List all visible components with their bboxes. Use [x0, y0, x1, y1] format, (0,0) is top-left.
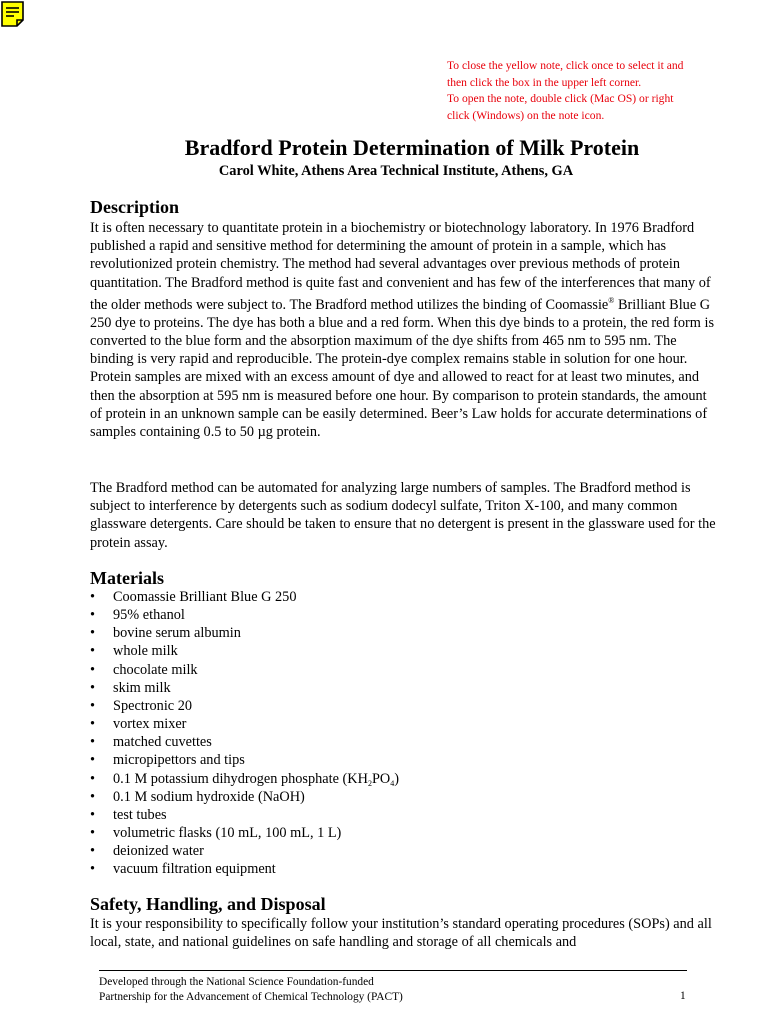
materials-list-item: • Spectronic 20: [90, 697, 399, 715]
materials-list-item: • Coomassie Brilliant Blue G 250: [90, 588, 399, 606]
kh2po4-suffix: ): [394, 770, 399, 787]
sticky-note-icon[interactable]: [1, 1, 25, 27]
materials-list-item: • bovine serum albumin: [90, 624, 399, 642]
note-help-text: [447, 58, 719, 124]
materials-list: [90, 588, 399, 879]
kh2po4-prefix: 0.1 M potassium dihydrogen phosphate (KH: [113, 770, 368, 787]
note-help-line: then click the box in the upper left corner.: [447, 75, 642, 89]
registered-mark: ®: [608, 295, 615, 305]
materials-list-item: • skim milk: [90, 679, 399, 697]
note-help-line: To close the yellow note, click once to select it and: [447, 59, 684, 72]
materials-list-item: • volumetric flasks (10 mL, 100 mL, 1 L): [90, 824, 399, 842]
safety-paragraph: It is your responsibility to specifically follow your institution’s standard operating procedures (SOPs) and all local, state, and national guidelines on safe handling and storage of all chemicals and: [90, 916, 712, 951]
footer-line-2: Partnership for the Advancement of Chemical Technology (PACT): [99, 990, 403, 1003]
footer: [99, 975, 403, 1004]
kh2po4-sub-2: 2: [367, 778, 372, 788]
kh2po4-po: PO: [371, 770, 391, 787]
page-number: 1: [680, 990, 686, 1002]
materials-list-item: • vacuum filtration equipment: [90, 860, 399, 878]
note-help-line: To open the note, double click (Mac OS) or right: [447, 92, 674, 105]
materials-list-item: • test tubes: [90, 806, 399, 824]
materials-list-item: • 95% ethanol: [90, 606, 399, 624]
document-author: Carol White, Athens Area Technical Institute, Athens, GA: [218, 163, 574, 179]
description-text-part-2: Brilliant Blue G 250 dye to proteins. The dye has both a blue and a red form. When this dye binds to a protein, the red form is converted to the blue form and the absorption maximum of the dye shifts from 465 nm to 595 nm. The binding is very rapid and reproducible. The protein-dye complex remains stable in solution for one hour. Protein samples are mixed with an excess amount of dye and allowed to react for at least two minutes, and then the absorption at 595 nm is measured before one hour. By comparison to protein standards, the amount of protein in an unknown sample can be easily determined. Beer’s Law holds for accurate determinations of samples containing 0.5 to 50 µg protein.: [90, 296, 715, 440]
footer-divider: [99, 970, 687, 971]
materials-list-item: • vortex mixer: [90, 715, 399, 733]
materials-list-item: • deionized water: [90, 842, 399, 860]
document-title: Bradford Protein Determination of Milk Protein: [184, 135, 640, 160]
description-paragraph-2: The Bradford method can be automated for analyzing large numbers of samples. The Bradford method is subject to interference by detergents such as sodium dodecyl sulfate, Triton X-100, and many common glassware detergents. Care should be taken to ensure that no detergent is present in the glassware used for the protein assay.: [90, 480, 716, 551]
description-text-part-1: It is often necessary to quantitate protein in a biochemistry or biotechnology laboratory. In 1976 Bradford published a rapid and sensitive method for determining the amount of protein in a sample, which has revolutionized protein chemistry. The method had several advantages over previous methods of protein quantitation. The Bradford method is quite fast and convenient and has few of the interferences that many of the older methods were subject to. The Bradford method utilizes the binding of Coomassie: [90, 220, 711, 313]
materials-list-item: • micropipettors and tips: [90, 751, 399, 769]
materials-list-item-kh2po4: [90, 770, 399, 788]
description-heading: Description: [90, 197, 179, 217]
materials-list-item: • chocolate milk: [90, 661, 399, 679]
materials-heading: Materials: [90, 568, 164, 588]
note-help-line: click (Windows) on the note icon.: [447, 108, 605, 122]
materials-list-item: • whole milk: [90, 642, 399, 660]
description-paragraph-1: [90, 219, 718, 441]
materials-list-item: • matched cuvettes: [90, 733, 399, 751]
materials-list-item: • 0.1 M sodium hydroxide (NaOH): [90, 788, 399, 806]
kh2po4-sub-4: 4: [390, 778, 395, 788]
footer-line-1: Developed through the National Science Foundation-funded: [99, 976, 374, 988]
safety-heading: Safety, Handling, and Disposal: [90, 894, 326, 914]
